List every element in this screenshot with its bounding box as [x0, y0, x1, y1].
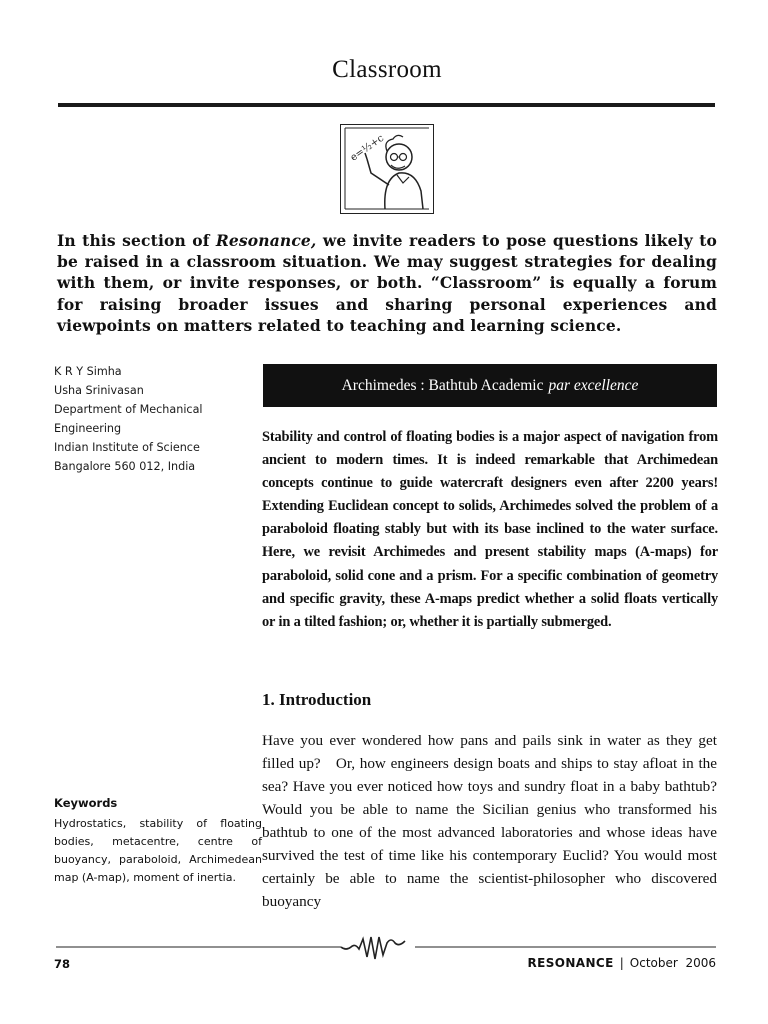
journal-footer — [527, 956, 716, 970]
page-number: 78 — [54, 957, 71, 971]
header-rule — [58, 103, 715, 107]
institute-address: Bangalore 560 012, India — [54, 460, 196, 473]
article-title-italic: par excellence — [548, 376, 639, 394]
intro-text-rest: we invite readers to pose questions likely to be raised in a classroom situation. We may suggest strategies for dealing with them, or invite responses, or both. “Classroom” is equally a forum for raising broader issues and sharing personal experiences and viewpoints on matters related to teaching and learning science. — [57, 231, 717, 335]
keywords-list: Hydrostatics, stability of floating bodies, metacentre, centre of buoyancy, paraboloid, Archimedean map (A-map), moment of inertia. — [54, 817, 262, 884]
article-title: Archimedes : Bathtub Academic — [341, 376, 544, 394]
issue-year: 2006 — [685, 956, 716, 970]
journal-name: RESONANCE — [527, 956, 614, 970]
teacher-at-blackboard-icon — [340, 124, 434, 214]
article-abstract: Stability and control of floating bodies is a major aspect of navigation from ancient to modern times. It is indeed remarkable that Archimedean concepts continue to guide watercraft designers even after 2200 years! Extending Euclidean concept to solids, Archimedes solved the problem of a paraboloid floating stably but with its base inclined to the water surface. Here, we revisit Archimedes and present stability maps (A-maps) for paraboloid, solid cone and a prism. For a specific combination of geometry and specific gravity, these A-maps predict whether a solid floats vertically or in a tilted fashion; or, whether it is partially submerged. — [262, 429, 718, 630]
author-name-1: K R Y Simha — [54, 365, 122, 378]
author-affiliation — [54, 362, 244, 476]
intro-journal-name: Resonance, — [215, 231, 317, 250]
section-title: Classroom — [332, 56, 442, 83]
issue-month: October — [629, 956, 678, 970]
section-intro — [57, 230, 717, 336]
author-name-2: Usha Srinivasan — [54, 384, 144, 397]
institute-name: Indian Institute of Science — [54, 441, 200, 454]
keywords-heading: Keywords — [54, 796, 118, 810]
department-line-2: Engineering — [54, 422, 122, 435]
footer-separator: | — [619, 956, 624, 970]
introduction-heading: 1. Introduction — [262, 690, 372, 709]
introduction-body: Have you ever wondered how pans and pails sink in water as they get filled up? Or, how engineers design boats and ships to stay afloat in the sea? Have you ever noticed how toys and sundry float in a baby bathtub? Would you be able to name the Sicilian genius who transformed his bathtub to one of the most advanced laboratories and whose ideas have survived the test of time like his contemporary Euclid? You would most certainly be able to name the scientist-philosopher who discovered buoyancy — [262, 732, 717, 910]
department-line-1: Department of Mechanical — [54, 403, 203, 416]
intro-text-start: In this section of — [57, 231, 216, 250]
board-scribble: e=½+c — [348, 132, 387, 164]
article-title-banner — [263, 364, 717, 407]
